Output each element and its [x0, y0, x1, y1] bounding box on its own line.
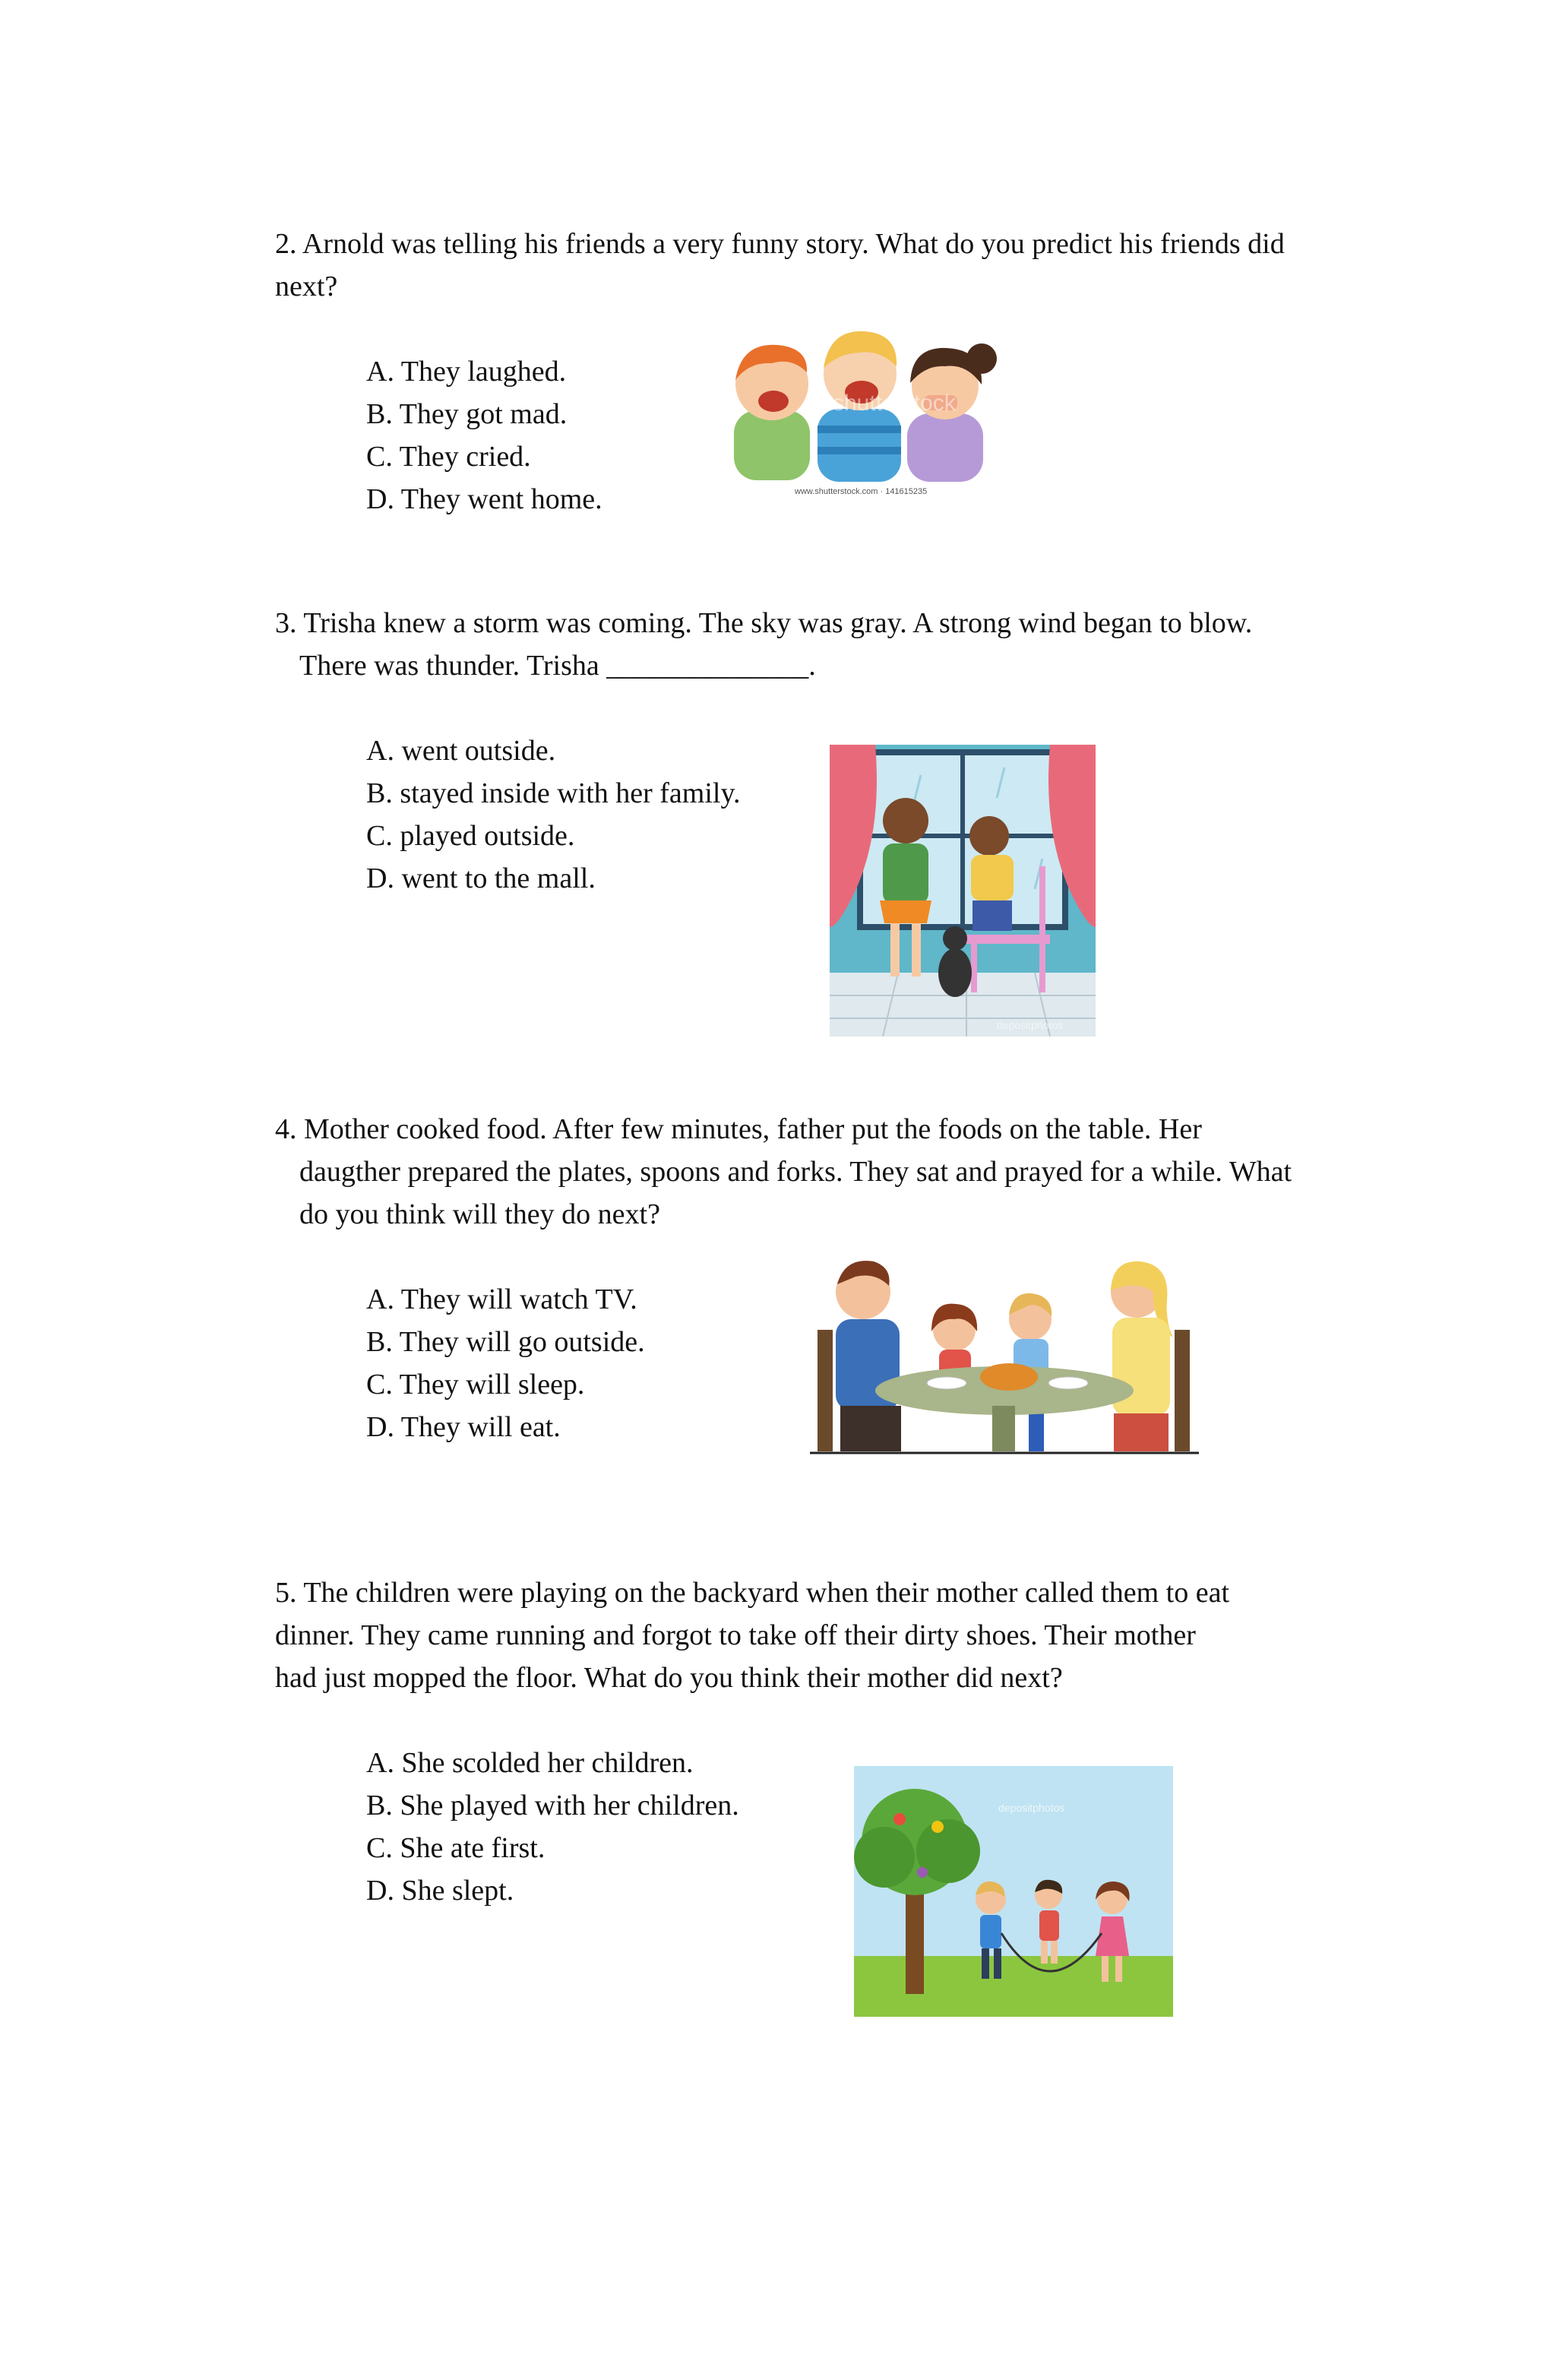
option-a[interactable]: A. went outside.: [366, 735, 556, 767]
rainy-window-image: [830, 745, 1096, 1037]
option-d[interactable]: D. went to the mall.: [366, 862, 596, 894]
watermark-text: depositphotos: [998, 1802, 1065, 1814]
question-2-options: [366, 350, 602, 521]
question-5-options: [366, 1742, 739, 1912]
option-d[interactable]: D. They will eat.: [366, 1411, 561, 1443]
option-c[interactable]: C. They cried.: [366, 441, 531, 473]
jump-rope-image: [854, 1766, 1173, 2017]
option-b[interactable]: B. They got mad.: [366, 398, 568, 430]
option-c[interactable]: C. They will sleep.: [366, 1369, 585, 1400]
option-c[interactable]: C. played outside.: [366, 820, 575, 852]
option-b[interactable]: B. stayed inside with her family.: [366, 777, 741, 809]
family-dinner-image: [810, 1246, 1199, 1456]
option-a[interactable]: A. They will watch TV.: [366, 1283, 637, 1315]
question-3-stem: 3. Trisha knew a storm was coming. The sky was gray. A strong wind began to blow. There was thunder. Trisha ______________.: [275, 607, 1253, 682]
question-4-stem: 4. Mother cooked food. After few minutes, father put the foods on the table. Her daugther prepared the plates, spoons and forks. They sat and prayed for a while. What do you think will they do next?: [275, 1113, 1292, 1230]
question-2-stem: 2. Arnold was telling his friends a very funny story. What do you predict his friends did next?: [275, 228, 1285, 302]
laughing-children-image: [719, 319, 1000, 498]
option-b[interactable]: B. She played with her children.: [366, 1790, 739, 1821]
option-a[interactable]: A. She scolded her children.: [366, 1747, 694, 1779]
watermark-text: depositphotos: [997, 1019, 1064, 1031]
watermark-text: shutterstock: [833, 391, 956, 416]
question-4-options: [366, 1278, 645, 1448]
question-5-stem: 5. The children were playing on the backyard when their mother called them to eat dinner. They came running and forgot to take off their dirty shoes. Their mother had just mopped the floor. What do you think their mother did next?: [275, 1577, 1230, 1694]
question-3-options: [366, 730, 741, 900]
option-b[interactable]: B. They will go outside.: [366, 1326, 645, 1358]
option-d[interactable]: D. She slept.: [366, 1875, 514, 1907]
option-d[interactable]: D. They went home.: [366, 483, 602, 515]
option-c[interactable]: C. She ate first.: [366, 1832, 546, 1864]
option-a[interactable]: A. They laughed.: [366, 356, 567, 388]
image-caption: www.shutterstock.com · 141615235: [795, 487, 928, 496]
